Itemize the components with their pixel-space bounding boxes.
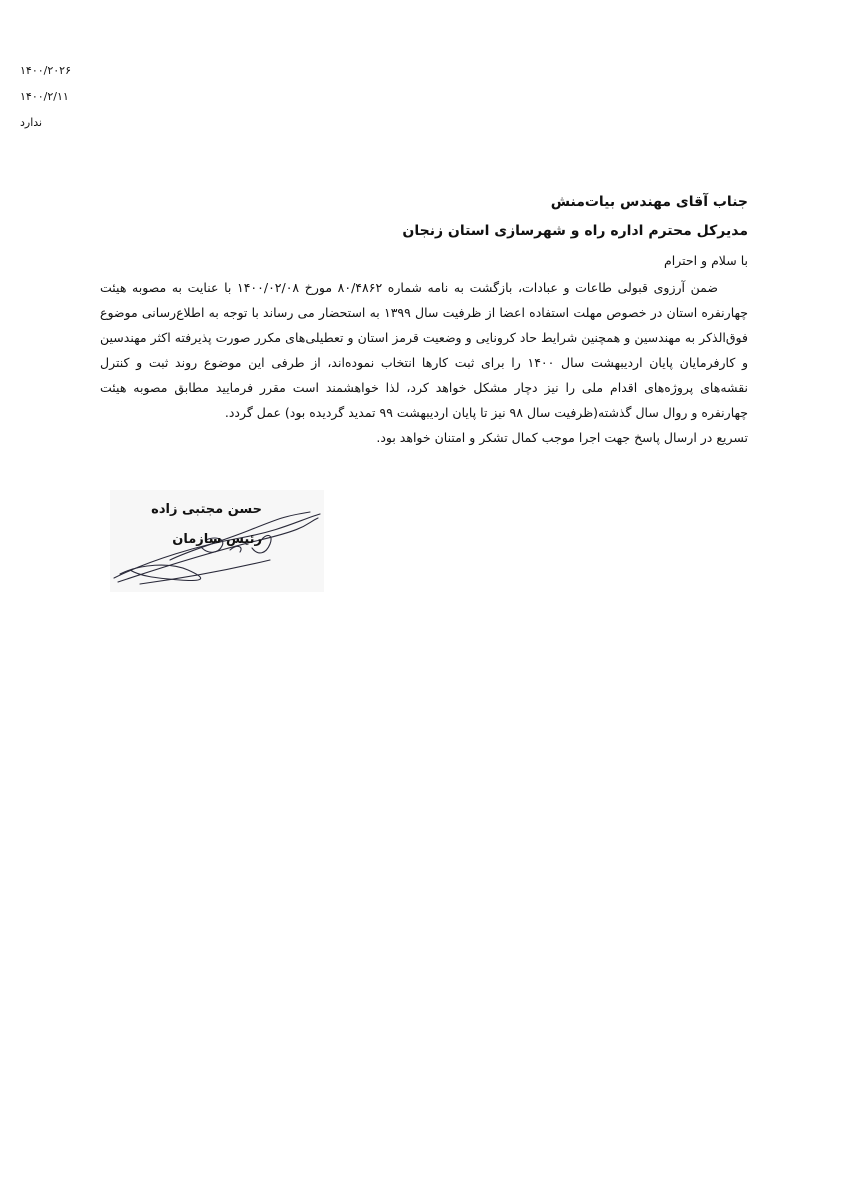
signatory-name: حسن مجتبی زاده bbox=[151, 502, 262, 517]
signatory-title: رئیس سازمان bbox=[172, 532, 262, 547]
letter-attachment: ندارد bbox=[20, 116, 43, 129]
letter-date: ۱۴۰۰/۲/۱۱ bbox=[20, 90, 69, 103]
greeting: با سلام و احترام bbox=[664, 253, 748, 268]
addressee-name: جناب آقای مهندس بیات‌منش bbox=[550, 194, 748, 210]
signature-block bbox=[110, 490, 324, 592]
addressee-title: مدیرکل محترم اداره راه و شهرسازی استان زنجان bbox=[402, 223, 748, 239]
letter-number: ۱۴۰۰/۲۰۲۶ bbox=[20, 64, 71, 77]
letter-closing: تسریع در ارسال پاسخ جهت اجرا موجب کمال تشکر و امتنان خواهد بود. bbox=[376, 430, 748, 445]
letter-content bbox=[100, 188, 748, 450]
letter-body: ضمن آرزوی قبولی طاعات و عبادات، بازگشت به نامه شماره ۸۰/۴۸۶۲ مورخ ۱۴۰۰/۰۲/۰۸ با عنایت به مصوبه هیئت چهارنفره استان در خصوص مهلت استفاده اعضا از ظرفیت سال ۱۳۹۹ به استحضار می رساند با توجه به اطلاع‌رسانی موضوع فوق‌الذکر به مهندسین و همچنین شرایط حاد کرونایی و وضعیت قرمز استان و تعطیلی‌های مکرر صورت پذیرفته اکثر مهندسین و کارفرمایان پایان اردیبهشت سال ۱۴۰۰ را برای ثبت کارها انتخاب نموده‌اند، از طرفی این موضوع روند ثبت و کنترل نقشه‌های پروژه‌های اقدام ملی را نیز دچار مشکل خواهد کرد، لذا خواهشمند است مقرر فرمایید مطابق مصوبه هیئت چهارنفره و روال سال گذشته(ظرفیت سال ۹۸ نیز تا پایان اردیبهشت ۹۹ تمدید گردیده بود) عمل گردد. bbox=[100, 280, 748, 420]
letter-meta bbox=[20, 58, 92, 136]
